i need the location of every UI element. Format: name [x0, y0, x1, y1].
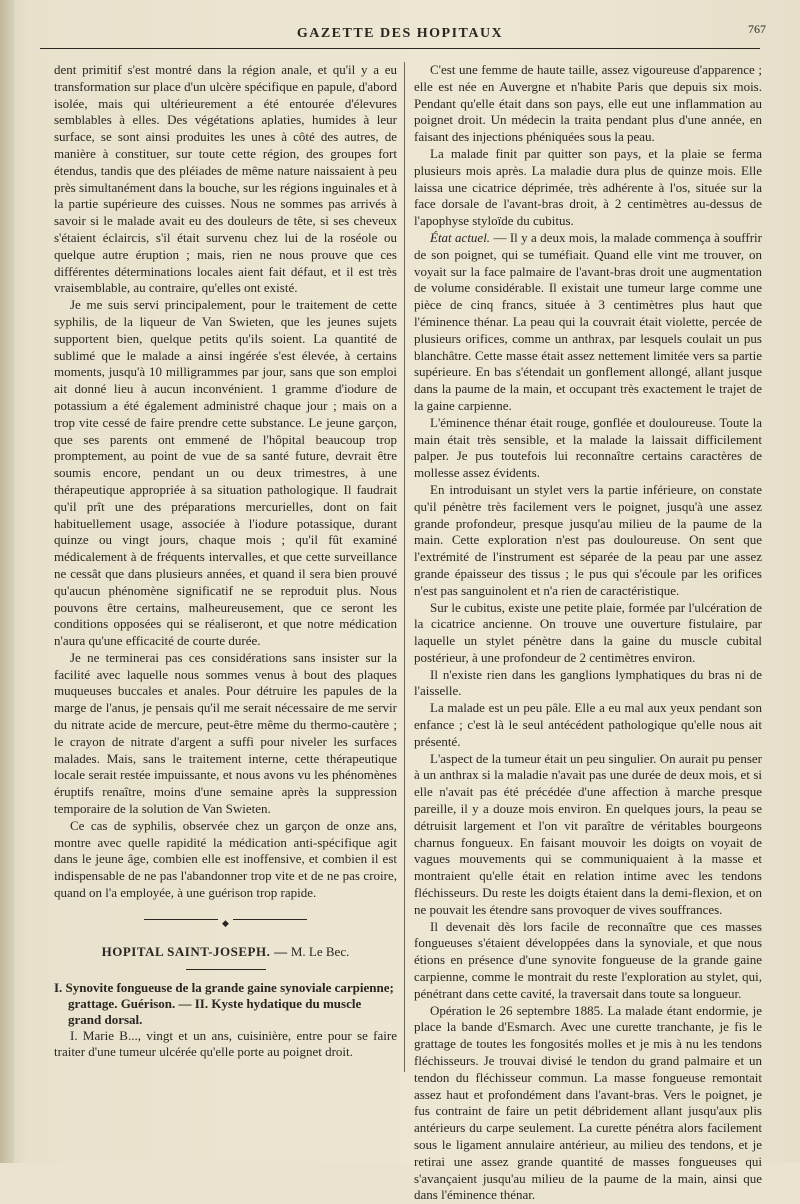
- paragraph: [414, 230, 762, 415]
- page-binding-shadow: [0, 0, 14, 1163]
- paragraph: Il devenait dès lors facile de reconnaître que ces masses fongueuses s'étaient développées dans la synoviale, et que nous étions en présence d'une synovite fongueuse de la grande gaine carpienne, comme le montrait du reste l'exploration au stylet, qui, pénétrant dans cette cavité, la traversait dans toute sa longueur.: [414, 918, 762, 1001]
- running-head: [40, 22, 766, 46]
- section-heading: [54, 944, 397, 961]
- paragraph: L'aspect de la tumeur était un peu singulier. On aurait pu penser à un anthrax si la maladie n'avait pas une durée de deux mois, et si elle n'avait pas été précédée d'une affection à marche presque pareille, il y a douze mois environ. En quelques jours, la peau se détruisit largement et l'on vit paraître de véritables bourgeons charnus fongueux. En faisant mouvoir les doigts on voyait de vagues mouvements qui se communiquaient à la masse et montraient qu'elle était en relation intime avec les tendons fléchisseurs. Du reste les doigts étaient dans la demi-flexion, et on ne pouvait les étendre sans provoquer de vives souffrances.: [414, 750, 762, 917]
- paragraph: Je ne terminerai pas ces considérations sans insister sur la facilité avec laquelle nous sommes venus à bout des plaques muqueuses buccales et anales. Pour détruire les papules de la marge de l'anus, je pensais qu'il me serait nécessaire de me servir du nitrate acide de mercure, peut-être même du thermo-cautère ; le crayon de nitrate d'argent a suffi pour niveler les surfaces malades. Mais, sans le traitement interne, cette thérapeutique locale serait restée impuissante, et nous avons vu les phénomènes éruptifs renaître, moins d'une semaine après la suppression temporaire de la solution de Van Swieten.: [54, 649, 397, 817]
- header-rule: [40, 48, 760, 49]
- paragraph: I. Marie B..., vingt et un ans, cuisinière, entre pour se faire traiter d'une tumeur ulcérée qu'elle porte au poignet droit.: [54, 1027, 397, 1060]
- paragraph: Sur le cubitus, existe une petite plaie, formée par l'ulcération de la cicatrice ancienne. On trouve une ouverture fistulaire, par laquelle un stylet pénètre dans la gaine du muscle cubital postérieur, à une profondeur de 2 centimètres environ.: [414, 599, 762, 665]
- column-divider: [404, 62, 405, 1072]
- paragraph-text: — Il y a deux mois, la malade commença à souffrir de son poignet, qui se tuméfiait. Quand elle vint me trouver, on voyait sur la face palmaire de l'avant-bras droit une augmentation de volume considérable. Il existait une tumeur large comme une pièce de cinq francs, située à 3 centimètres plus haut que l'éminence thénar. La peau qui la couvrait était violette, percée de plusieurs orifices, comme un anthrax, par lesquels coulait un pus blanchâtre. Cette masse était assez nettement limitée vers sa partie supérieure. En bas s'étendait un gonflement allongé, allant jusque dans la paume de la main, et occupant très exactement le trajet de la gaine carpienne.: [414, 229, 762, 413]
- case-title: I. Synovite fongueuse de la grande gaine synoviale carpienne; grattage. Guérison. — II. Kyste hydatique du muscle grand dorsal.: [54, 979, 394, 1027]
- journal-title: GAZETTE DES HOPITAUX: [296, 26, 504, 41]
- paragraph: En introduisant un stylet vers la partie inférieure, on constate qu'il pénètre très facilement vers le poignet, jusqu'à une assez grande profondeur, presque jusqu'au milieu de la paume de la main. Cette exploration n'est pas douloureuse. On sent que l'extrémité de l'instrument est séparée de la peau par une assez grande épaisseur des tissus ; le pus qui s'écoule par les orifices n'est pas sanguinolent et n'a rien de caractéristique.: [414, 481, 762, 598]
- section-ornament: ◆: [54, 914, 397, 924]
- paragraph: L'éminence thénar était rouge, gonflée et douloureuse. Toute la main était très sensible, et la malade la laissait difficilement palper. Je pus toutefois lui reconnaître certains caractères de mollesse assez évidents.: [414, 414, 762, 481]
- section-rule: [186, 969, 266, 970]
- paragraph: dent primitif s'est montré dans la région anale, et qu'il y a eu transformation sur place d'un ulcère spécifique en papule, d'abord isolée, mais qui ultérieurement a été entourée d'élevures semblables à elles. Des végétations aplaties, humides à leur surface, se sont ainsi produites les unes à côté des autres, de manière à constituer, sur toute cette région, des groupes fort étendus, tandis que des pléiades de même nature naissaient à peu près simultanément dans la bouche, sur les régions inguinales et à la partie supérieure des cuisses. Nous ne sommes pas arrivés à savoir si le malade avait eu des douleurs de tête, si ses cheveux s'étaient éclaircis, s'il était survenu chez lui de la roséole ou quelque autre éruption ; mais, rien ne nous prouve que ces différentes déterminations locales aient fait défaut, et il est très vraisemblable, au contraire, qu'elles ont existé.: [54, 62, 397, 296]
- paragraph: C'est une femme de haute taille, assez vigoureuse d'apparence ; elle est née en Auvergne et n'habite Paris que depuis six mois. Pendant qu'elle était dans son pays, elle eut une inflammation au poignet droit. Un médecin la traita pendant plus d'une année, en faisant des injections phéniquées sous la peau.: [414, 62, 762, 145]
- paragraph: Opération le 26 septembre 1885. La malade étant endormie, je place la bande d'Esmarch. Avec une curette tranchante, je fis le grattage de toutes les fongosités molles et je mis à nu les tendons fléchisseurs. Je trouvai divisé le tendon du grand palmaire et un tendon du fléchisseur commun. La masse fongueuse remontait assez haut et profondément dans l'avant-bras. Vers le poignet, je fus contraint de faire un petit débridement allant jusqu'aux plis antérieurs du carpe seulement. La curette pénétra alors facilement sous le ligament annulaire antérieur, au milieu des tendons, et je retirai une assez grande quantité de masses fongueuses qui s'avançaient jusqu'au milieu de la paume de la main, ainsi que dans l'éminence thénar.: [414, 1002, 762, 1203]
- right-column: [414, 62, 762, 1204]
- hospital-name: HOPITAL SAINT-JOSEPH. —: [101, 943, 288, 959]
- left-column: [54, 62, 397, 1061]
- section-author: M. Le Bec.: [290, 943, 350, 959]
- page-number: 767: [748, 22, 766, 36]
- paragraph: Il n'existe rien dans les ganglions lymphatiques du bras ni de l'aisselle.: [414, 666, 762, 699]
- paragraph: Je me suis servi principalement, pour le traitement de cette syphilis, de la liqueur de Van Swieten, que les jeunes sujets supportent bien, quelque petits qu'ils soient. La quantité de sublimé que le malade a ainsi ingérée s'est élevée, à certains moments, jusqu'à 10 milligrammes par jour, sans que son emploi ait donné lieu à aucun inconvénient. 1 gramme d'iodure de potassium a été également administré chaque jour ; mais on a trop vite cessé de faire prendre cette substance. Le jeune garçon, que ses parents ont emmené de l'hôpital beaucoup trop promptement, au point de vue de sa santé future, devrait être soumis encore, pendant un ou deux trimestres, à une thérapeutique appropriée à sa situation pathologique. Il faudrait qu'il prît une des préparations mercurielles, dont on fait habituellement usage, associée à l'iodure potassique, durant quinze ou vingt jours, chaque mois ; qu'il fût examiné médicalement à de fréquents intervalles, et que cette surveillance ne cessât que dans plusieurs années, et quand il sera bien prouvé qu'aucun phénomène significatif ne se reproduit plus. Nous pouvons être certains, malheureusement, que ce seront les conditions opposées qui se réaliseront, et que notre médication n'aura qu'une efficacité de courte durée.: [54, 297, 397, 649]
- paragraph: La malade finit par quitter son pays, et la plaie se ferma plusieurs mois après. La maladie dura plus de quinze mois. Elle laissa une cicatrice déprimée, très adhérente à l'os, située sur la face dorsale de l'avant-bras droit, à 2 centimètres au-dessus de l'apophyse styloïde du cubitus.: [414, 145, 762, 229]
- paragraph: La malade est un peu pâle. Elle a eu mal aux yeux pendant son enfance ; c'est là le seul antécédent pathologique qu'elle nous ait présenté.: [414, 700, 762, 749]
- paragraph: Ce cas de syphilis, observée chez un garçon de onze ans, montre avec quelle rapidité la médication anti-spécifique agit dans le jeune âge, combien elle est inoffensive, et combien il est indispensable de ne pas l'abandonner trop vite et de ne pas croire, quand on l'a employée, à une guérison trop rapide.: [54, 817, 397, 901]
- subsection-label: État actuel.: [430, 229, 491, 245]
